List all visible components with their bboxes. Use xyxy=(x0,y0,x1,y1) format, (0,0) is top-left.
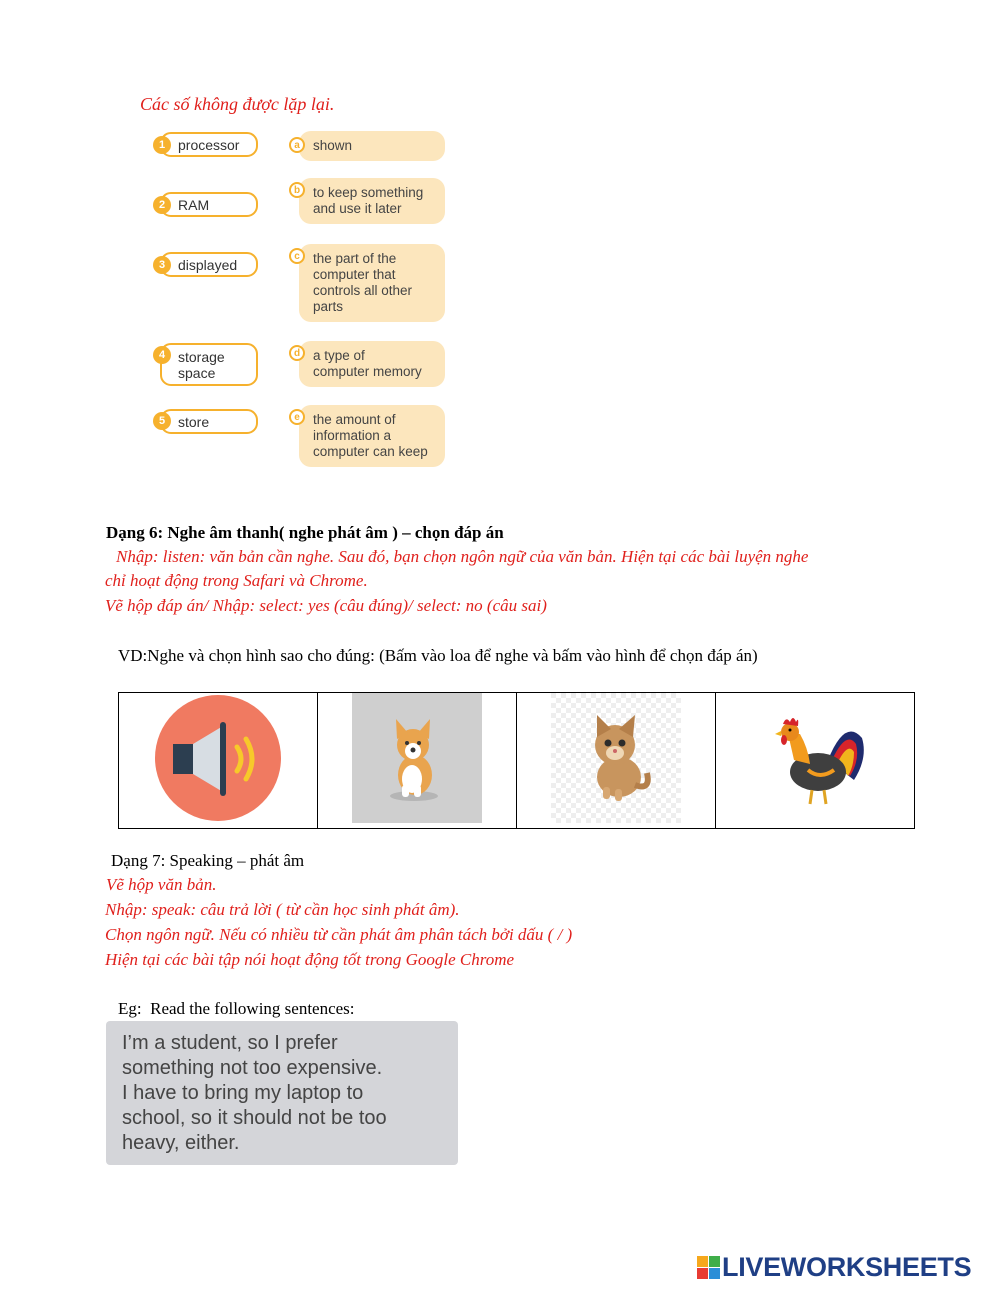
logo-block-l xyxy=(697,1256,708,1267)
section6-note-3: Vẽ hộp đáp án/ Nhập: select: yes (câu đúng)/ select: no (câu sai) xyxy=(105,596,547,615)
number-5: 5 xyxy=(153,412,171,430)
number-3: 3 xyxy=(153,256,171,274)
section7-note-2: Nhập: speak: câu trả lời ( từ cần học sinh phát âm). xyxy=(105,900,460,919)
word-ram: RAM xyxy=(160,192,258,217)
cat-image[interactable] xyxy=(551,693,681,823)
logo-block-e xyxy=(709,1268,720,1279)
section7-example: Eg: Read the following sentences: xyxy=(118,999,355,1018)
section6-note-1: Nhập: listen: văn bản cần nghe. Sau đó, bạn chọn ngôn ngữ của văn bản. Hiện tại các bài luyện nghe xyxy=(116,547,809,566)
letter-b: b xyxy=(289,182,305,198)
number-4: 4 xyxy=(153,346,171,364)
number-1: 1 xyxy=(153,136,171,154)
section6-heading: Dạng 6: Nghe âm thanh( nghe phát âm ) – chọn đáp án xyxy=(106,523,504,542)
cell-rooster[interactable] xyxy=(716,693,915,829)
number-2: 2 xyxy=(153,196,171,214)
rooster-image[interactable] xyxy=(750,708,880,808)
logo-blocks xyxy=(697,1256,720,1279)
word-storage-space: storage space xyxy=(160,343,258,386)
letter-d: d xyxy=(289,345,305,361)
word-processor: processor xyxy=(160,132,258,157)
liveworksheets-logo xyxy=(697,1252,971,1283)
definition-c: the part of the computer that controls all other parts xyxy=(299,244,445,322)
definition-a: shown xyxy=(299,131,445,161)
section6-note-2: chỉ hoạt động trong Safari và Chrome. xyxy=(105,571,368,590)
section7-heading: Dạng 7: Speaking – phát âm xyxy=(111,851,305,870)
definition-e: the amount of information a computer can keep xyxy=(299,405,445,467)
cell-cat[interactable] xyxy=(517,693,716,829)
word-displayed: displayed xyxy=(160,252,258,277)
section6-example: VD:Nghe và chọn hình sao cho đúng: (Bấm vào loa để nghe và bấm vào hình để chọn đáp án) xyxy=(118,646,758,665)
cell-dog[interactable] xyxy=(318,693,517,829)
section7-note-3: Chọn ngôn ngữ. Nếu có nhiều từ cần phát âm phân tách bởi dấu ( / ) xyxy=(105,925,573,944)
speaking-passage: I’m a student, so I prefer something not too expensive. I have to bring my laptop to school, so it should not be too heavy, either. xyxy=(106,1021,458,1165)
letter-e: e xyxy=(289,409,305,425)
word-store: store xyxy=(160,409,258,434)
logo-text: LIVEWORKSHEETS xyxy=(722,1252,972,1282)
dog-image[interactable] xyxy=(352,693,482,823)
letter-c: c xyxy=(289,248,305,264)
logo-block-i xyxy=(709,1256,720,1267)
speaker-icon[interactable] xyxy=(153,693,283,823)
section7-note-4: Hiện tại các bài tập nói hoạt động tốt trong Google Chrome xyxy=(105,950,515,969)
matching-instruction: Các số không được lặp lại. xyxy=(140,94,335,114)
cell-speaker[interactable] xyxy=(119,693,318,829)
answer-image-table xyxy=(118,692,915,829)
logo-block-v xyxy=(697,1268,708,1279)
definition-b: to keep something and use it later xyxy=(299,178,445,224)
section7-note-1: Vẽ hộp văn bản. xyxy=(106,875,217,894)
definition-d: a type of computer memory xyxy=(299,341,445,387)
letter-a: a xyxy=(289,137,305,153)
